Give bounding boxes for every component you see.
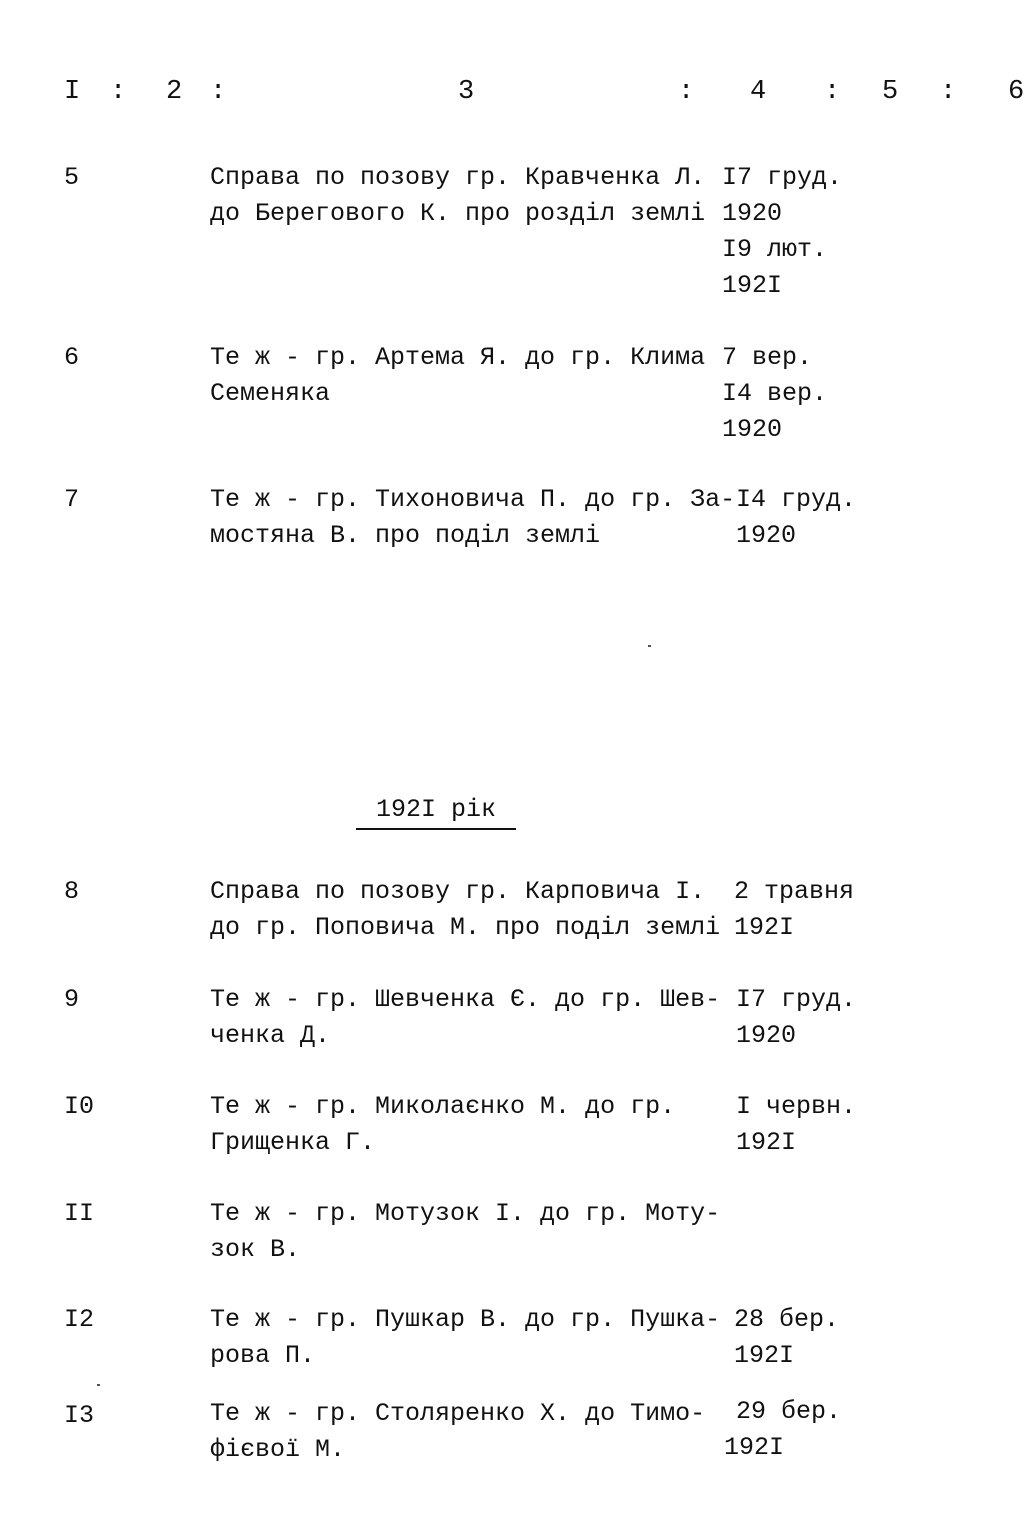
- entry-number: I0: [64, 1092, 95, 1121]
- entry-description: [210, 1196, 720, 1268]
- entry-description: [210, 1089, 720, 1161]
- entry-dates: [736, 482, 856, 554]
- entry-number: 9: [64, 985, 80, 1014]
- entry-number: II: [64, 1199, 95, 1228]
- col-separator: :: [940, 77, 957, 107]
- date-line: 192I: [734, 1341, 795, 1370]
- date-line: 192I: [722, 271, 783, 300]
- date-line: 2 травня: [734, 877, 855, 906]
- description-line: зок В.: [210, 1235, 301, 1264]
- date-line: I7 груд.: [736, 985, 857, 1014]
- col-header-3: 3: [458, 77, 475, 107]
- date-line: 28 бер.: [734, 1305, 840, 1334]
- date-line: 1920: [722, 199, 783, 228]
- description-line: Те ж - гр. Столяренко Х. до Тимо-: [210, 1399, 706, 1428]
- col-header-5: 5: [882, 77, 899, 107]
- date-line: I9 лют.: [722, 235, 828, 264]
- entry-number: 6: [64, 343, 80, 372]
- date-line: 192I: [724, 1433, 785, 1462]
- entry-dates: [722, 160, 842, 304]
- description-line: Те ж - гр. Артема Я. до гр. Клима: [210, 343, 706, 372]
- date-line: 192I: [736, 1128, 797, 1157]
- entry-description: [210, 1396, 720, 1468]
- date-line: 29 бер.: [736, 1397, 842, 1426]
- col-separator: :: [210, 77, 227, 107]
- section-title: 192I рік: [356, 792, 516, 830]
- entry-dates: [736, 1089, 856, 1161]
- description-line: Грищенка Г.: [210, 1128, 376, 1157]
- date-line: I4 груд.: [736, 485, 857, 514]
- col-header-6: 6: [1008, 77, 1024, 107]
- scan-speck: [648, 645, 651, 647]
- col-header-1: I: [64, 77, 81, 107]
- entry-dates: [724, 1394, 841, 1466]
- date-line: 192I: [734, 913, 795, 942]
- entry-description: [210, 482, 736, 554]
- entry-dates: [734, 1302, 839, 1374]
- entry-number: I2: [64, 1305, 95, 1334]
- description-line: Те ж - гр. Миколаєнко М. до гр.: [210, 1092, 676, 1121]
- col-header-4: 4: [750, 77, 767, 107]
- description-line: Те ж - гр. Мотузок І. до гр. Моту-: [210, 1199, 721, 1228]
- date-line: I7 груд.: [722, 163, 843, 192]
- date-line: 1920: [736, 521, 797, 550]
- description-line: Те ж - гр. Шевченка Є. до гр. Шев-: [210, 985, 721, 1014]
- description-line: фієвої М.: [210, 1435, 346, 1464]
- col-separator: :: [678, 77, 695, 107]
- description-line: мостяна В. про поділ землі: [210, 521, 601, 550]
- description-line: ченка Д.: [210, 1021, 331, 1050]
- scan-speck: [97, 1384, 100, 1386]
- description-line: Семеняка: [210, 379, 331, 408]
- date-line: I червн.: [736, 1092, 857, 1121]
- entry-dates: [734, 874, 854, 946]
- entry-description: [210, 340, 720, 412]
- entry-number: 8: [64, 877, 80, 906]
- entry-number: I3: [64, 1401, 95, 1430]
- description-line: Те ж - гр. Пушкар В. до гр. Пушка-: [210, 1305, 721, 1334]
- date-line: 1920: [736, 1021, 797, 1050]
- date-line: 7 вер.: [722, 343, 813, 372]
- entry-number: 7: [64, 485, 80, 514]
- description-line: до гр. Поповича М. про поділ землі: [210, 913, 721, 942]
- date-line: I4 вер.: [722, 379, 828, 408]
- entry-description: [210, 982, 720, 1054]
- description-line: рова П.: [210, 1341, 316, 1370]
- description-line: Справа по позову гр. Карповича І.: [210, 877, 706, 906]
- description-line: Справа по позову гр. Кравченка Л.: [210, 163, 706, 192]
- col-separator: :: [110, 77, 127, 107]
- date-line: 1920: [722, 415, 783, 444]
- entry-dates: [736, 982, 856, 1054]
- entry-dates: [722, 340, 827, 448]
- entry-description: [210, 1302, 720, 1374]
- entry-description: [210, 160, 720, 232]
- description-line: до Берегового К. про розділ землі: [210, 199, 706, 228]
- entry-number: 5: [64, 163, 80, 192]
- description-line: Те ж - гр. Тихоновича П. до гр. За-: [210, 485, 736, 514]
- entry-description: [210, 874, 720, 946]
- col-header-2: 2: [166, 77, 183, 107]
- col-separator: :: [824, 77, 841, 107]
